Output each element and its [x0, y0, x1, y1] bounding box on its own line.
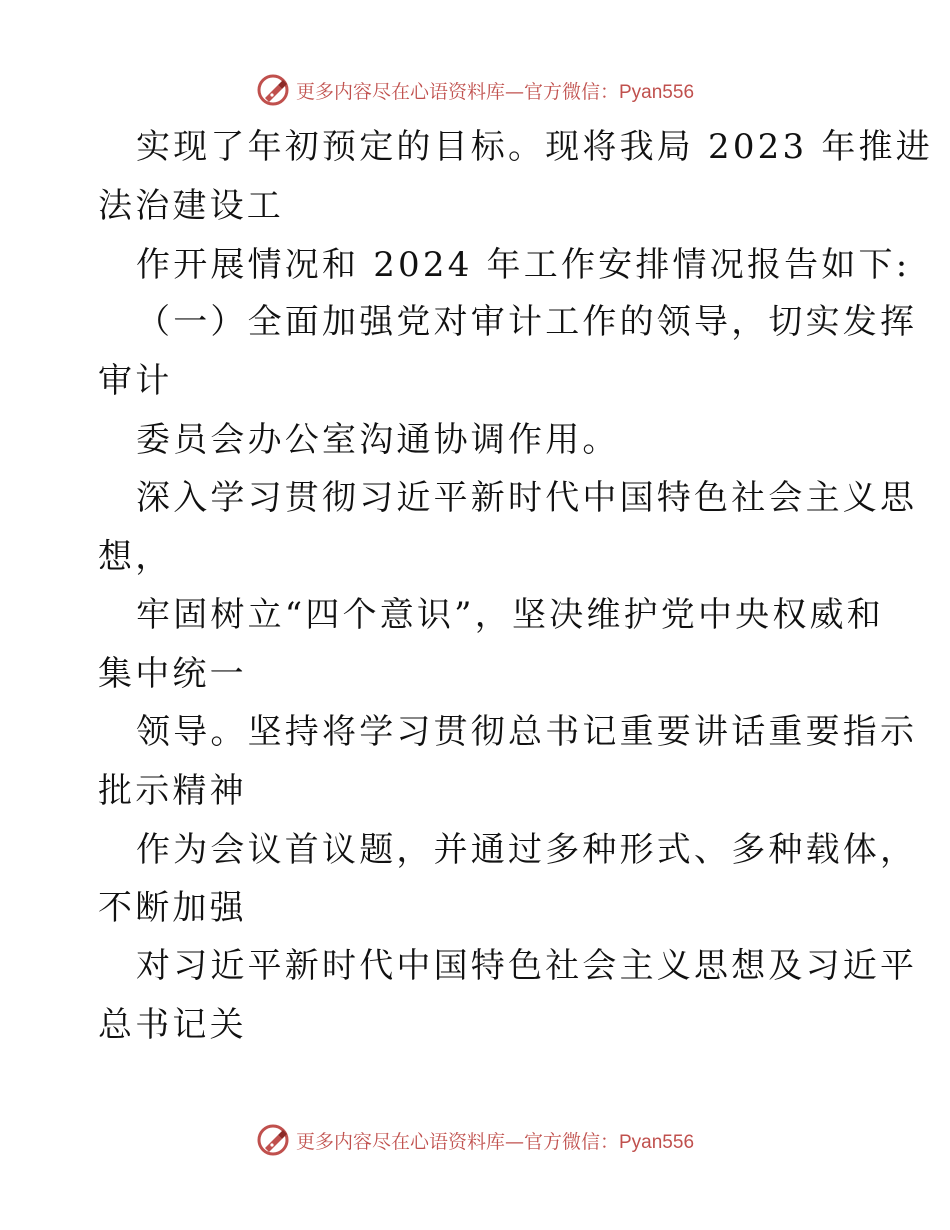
- pen-nib-logo-icon: [256, 1123, 290, 1157]
- text-line: 实现了年初预定的目标。现将我局 2023 年推进: [136, 127, 933, 167]
- text-line: 牢固树立“四个意识”，坚决维护党中央权威和: [136, 595, 884, 635]
- watermark-text: [296, 1127, 694, 1154]
- text-line: 想，: [98, 537, 173, 577]
- text-line: 审计: [98, 361, 173, 401]
- footer-watermark: [0, 1120, 950, 1160]
- watermark-chinese: 更多内容尽在心语资料库—官方微信：: [295, 1130, 619, 1153]
- text-line: 作为会议首议题，并通过多种形式、多种载体，: [136, 830, 918, 870]
- watermark-wechat-id: Pyan556: [619, 81, 695, 103]
- text-line: 不断加强: [98, 888, 247, 928]
- watermark-chinese: 更多内容尽在心语资料库—官方微信：: [295, 80, 619, 103]
- text-line: 总书记关: [98, 1005, 247, 1045]
- text-line: 作开展情况和 2024 年工作安排情况报告如下:: [136, 245, 911, 285]
- text-line: 深入学习贯彻习近平新时代中国特色社会主义思: [136, 478, 918, 518]
- text-line: 集中统一: [98, 654, 247, 694]
- text-line: （一）全面加强党对审计工作的领导，切实发挥: [136, 302, 918, 342]
- watermark-wechat-id: Pyan556: [619, 1131, 695, 1153]
- text-line: 法治建设工: [98, 186, 284, 226]
- text-line: 对习近平新时代中国特色社会主义思想及习近平: [136, 946, 918, 986]
- text-line: 批示精神: [98, 771, 247, 811]
- text-line: 领导。坚持将学习贯彻总书记重要讲话重要指示: [136, 712, 918, 752]
- text-line: 委员会办公室沟通协调作用。: [136, 420, 620, 460]
